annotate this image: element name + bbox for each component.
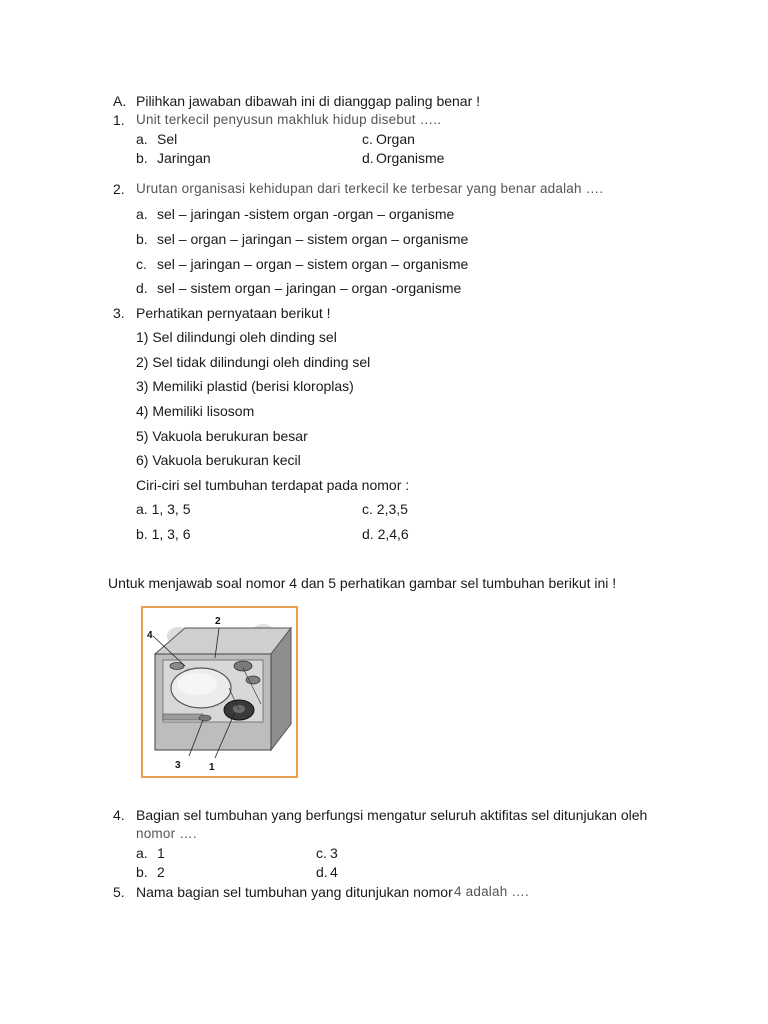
question-number: 3. xyxy=(113,305,125,321)
figure-label-3: 3 xyxy=(175,760,181,771)
option-text: a. 1, 3, 5 xyxy=(136,501,191,517)
option-letter: b. xyxy=(136,231,148,247)
option-letter: a. xyxy=(136,845,148,861)
statement-item: 3) Memiliki plastid (berisi kloroplas) xyxy=(136,378,354,394)
option-letter: c. xyxy=(136,256,147,272)
question-text-tail: 4 adalah …. xyxy=(454,884,529,899)
option-text: 1 xyxy=(157,845,165,861)
question-text-continued: nomor …. xyxy=(136,826,197,841)
statement-item: 5) Vakuola berukuran besar xyxy=(136,428,308,444)
figure-label-1: 1 xyxy=(209,762,215,773)
question-text: Unit terkecil penyusun makhluk hidup disebut ….. xyxy=(136,112,442,127)
option-text: sel – jaringan -sistem organ -organ – organisme xyxy=(157,206,455,222)
option-text: d. 2,4,6 xyxy=(362,526,409,542)
option-letter: d. xyxy=(362,150,374,166)
option-letter: a. xyxy=(136,131,148,147)
question-number: 2. xyxy=(113,181,125,197)
option-text: c. 2,3,5 xyxy=(362,501,408,517)
figure-instruction: Untuk menjawab soal nomor 4 dan 5 perhatikan gambar sel tumbuhan berikut ini ! xyxy=(108,575,617,591)
question-number: 4. xyxy=(113,807,125,823)
statement-item: 4) Memiliki lisosom xyxy=(136,403,255,419)
option-text: Organ xyxy=(376,131,415,147)
option-letter: d. xyxy=(136,280,148,296)
section-instruction: Pilihkan jawaban dibawah ini di dianggap paling benar ! xyxy=(136,93,481,109)
question-text: Perhatikan pernyataan berikut ! xyxy=(136,305,331,321)
figure-label-2: 2 xyxy=(215,616,221,627)
option-text: b. 1, 3, 6 xyxy=(136,526,191,542)
option-letter: c. xyxy=(362,131,373,147)
option-letter: a. xyxy=(136,206,148,222)
option-text: sel – jaringan – organ – sistem organ – organisme xyxy=(157,256,469,272)
statement-item: 2) Sel tidak dilindungi oleh dinding sel xyxy=(136,354,371,370)
option-text: Jaringan xyxy=(157,150,211,166)
option-letter: b. xyxy=(136,150,148,166)
question-text: Bagian sel tumbuhan yang berfungsi mengatur seluruh aktifitas sel ditunjukan oleh xyxy=(136,807,648,823)
option-text: Organisme xyxy=(376,150,445,166)
option-text: Sel xyxy=(157,131,178,147)
option-text: 2 xyxy=(157,864,165,880)
option-letter: c. xyxy=(316,845,327,861)
option-text: 4 xyxy=(330,864,338,880)
option-text: sel – sistem organ – jaringan – organ -organisme xyxy=(157,280,462,296)
plant-cell-figure xyxy=(141,606,298,778)
option-letter: d. xyxy=(316,864,328,880)
question-number: 5. xyxy=(113,884,125,900)
option-letter: b. xyxy=(136,864,148,880)
figure-label-4: 4 xyxy=(147,630,153,641)
question-number: 1. xyxy=(113,112,125,128)
section-letter: A. xyxy=(113,93,127,109)
question-prompt: Ciri-ciri sel tumbuhan terdapat pada nomor : xyxy=(136,477,410,493)
statement-item: 6) Vakuola berukuran kecil xyxy=(136,452,301,468)
question-text: Nama bagian sel tumbuhan yang ditunjukan nomor xyxy=(136,884,453,900)
option-text: sel – organ – jaringan – sistem organ – organisme xyxy=(157,231,469,247)
option-text: 3 xyxy=(330,845,338,861)
statement-item: 1) Sel dilindungi oleh dinding sel xyxy=(136,329,337,345)
question-text: Urutan organisasi kehidupan dari terkecil ke terbesar yang benar adalah …. xyxy=(136,181,604,196)
plant-cell-illustration xyxy=(143,608,296,776)
